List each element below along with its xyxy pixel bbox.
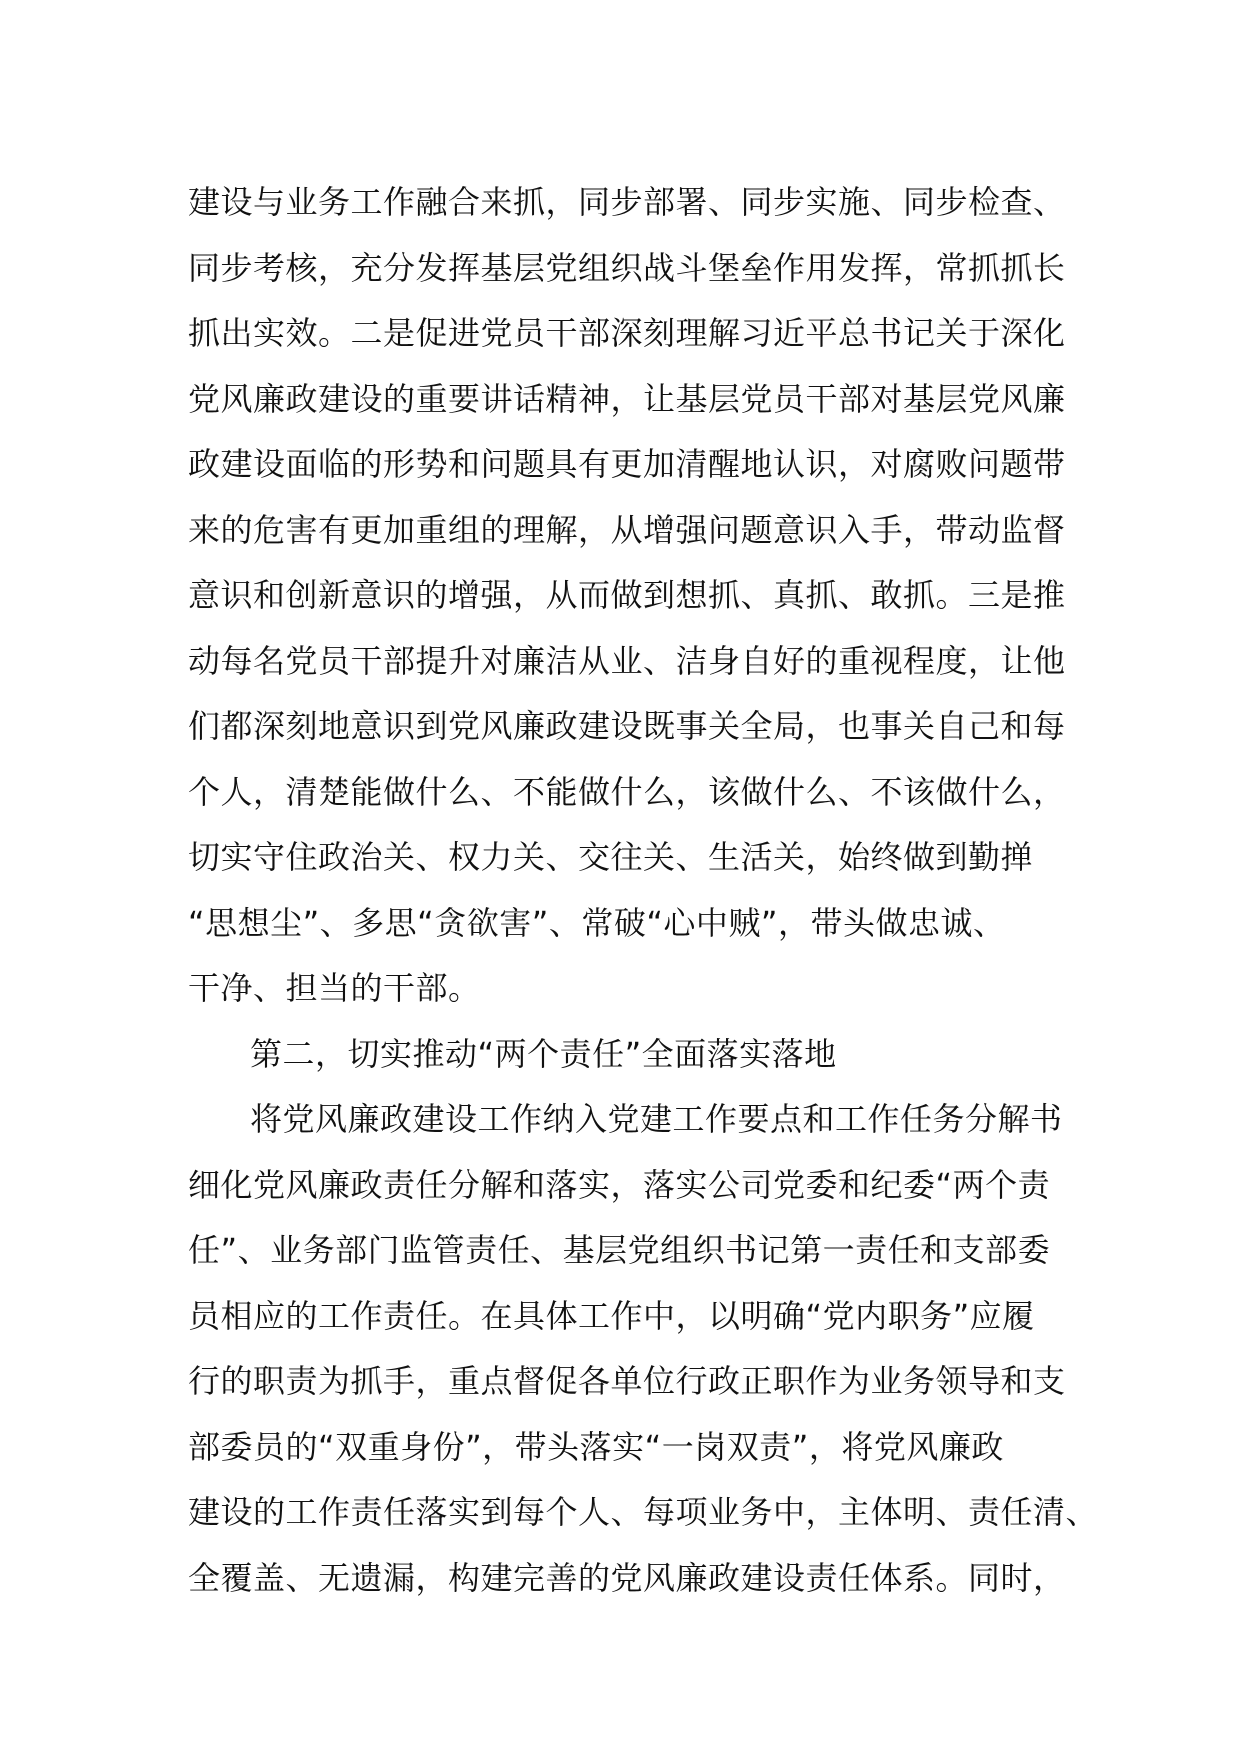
text-line: 细化党风廉政责任分解和落实，落实公司党委和纪委“两个责 — [188, 1165, 1051, 1204]
text-line: 同步考核，充分发挥基层党组织战斗堡垒作用发挥，常抓抓长 — [188, 248, 1066, 287]
text-line: 将党风廉政建设工作纳入党建工作要点和工作任务分解书 — [250, 1100, 1063, 1138]
text-line: 动每名党员干部提升对廉洁从业、洁身自好的重视程度，让他 — [188, 641, 1066, 680]
text-line: 行的职责为抓手，重点督促各单位行政正职作为业务领导和支 — [188, 1362, 1066, 1400]
text-line: 政建设面临的形势和问题具有更加清醒地认识，对腐败问题带 — [188, 445, 1066, 483]
text-line: 干净、担当的干部。 — [188, 969, 481, 1007]
text-line: “思想尘”、多思“贪欲害”、常破“心中贼”，带头做忠诚、 — [188, 903, 1006, 942]
text-line: 来的危害有更加重组的理解，从增强问题意识入手，带动监督 — [188, 510, 1066, 549]
text-line: 员相应的工作责任。在具体工作中，以明确“党内职务”应履 — [188, 1296, 1035, 1335]
text-line: 全覆盖、无遗漏，构建完善的党风廉政建设责任体系。同时， — [188, 1558, 1066, 1597]
text-line: 建设与业务工作融合来抓，同步部署、同步实施、同步检查、 — [188, 183, 1066, 221]
text-line: 们都深刻地意识到党风廉政建设既事关全局，也事关自己和每 — [188, 707, 1066, 745]
section-heading: 第二，切实推动“两个责任”全面落实落地 — [250, 1034, 837, 1073]
text-line: 建设的工作责任落实到每个人、每项业务中，主体明、责任清、 — [188, 1493, 1099, 1531]
text-line: 党风廉政建设的重要讲话精神，让基层党员干部对基层党风廉 — [188, 379, 1066, 418]
text-line: 切实守住政治关、权力关、交往关、生活关，始终做到勤掸 — [188, 838, 1034, 876]
text-line: 抓出实效。二是促进党员干部深刻理解习近平总书记关于深化 — [188, 314, 1066, 352]
text-line: 意识和创新意识的增强，从而做到想抓、真抓、敢抓。三是推 — [188, 576, 1066, 614]
text-line: 任”、业务部门监管责任、基层党组织书记第一责任和支部委 — [188, 1231, 1051, 1269]
text-line: 部委员的“双重身份”，带头落实“一岗双责”，将党风廉政 — [188, 1427, 1004, 1466]
text-line: 个人，清楚能做什么、不能做什么，该做什么、不该做什么， — [188, 772, 1066, 811]
body-text — [188, 170, 1099, 1611]
